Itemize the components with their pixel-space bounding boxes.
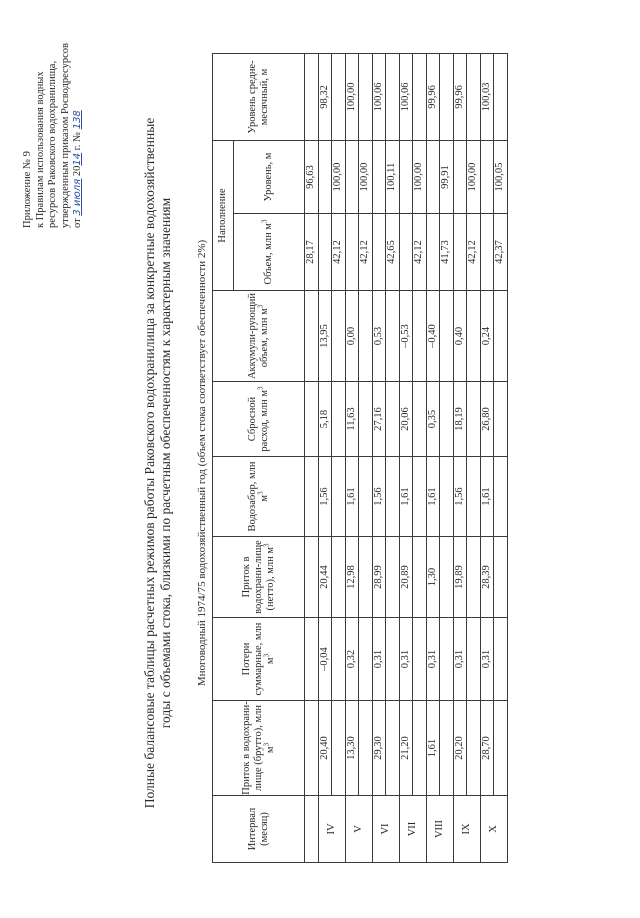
cell-inflow-gross: 13,30 [345, 701, 359, 796]
empty-cell [413, 53, 427, 140]
cell-accumulating: 0,00 [345, 291, 359, 382]
cell-month: X [480, 796, 507, 863]
empty-cell [494, 701, 508, 796]
empty-cell [494, 291, 508, 382]
empty-cell [494, 53, 508, 140]
empty-cell [453, 140, 467, 213]
cell-withdrawal: 1,56 [372, 457, 386, 537]
header-interval: Интервал (месяц) [213, 796, 305, 863]
empty-cell [332, 457, 346, 537]
cell-inflow-net: 19,89 [453, 537, 467, 618]
cell-level-avg: 100,03 [480, 53, 494, 140]
empty-cell [440, 457, 454, 537]
empty-cell [332, 537, 346, 618]
table-row [399, 53, 413, 862]
cell-month: VII [399, 796, 426, 863]
table-row [372, 53, 386, 862]
empty-cell [359, 53, 373, 140]
empty-cell [359, 382, 373, 457]
cell-inflow-net: 20,89 [399, 537, 413, 618]
table-row-state [494, 53, 508, 862]
cell-inflow-gross: 21,20 [399, 701, 413, 796]
empty-cell [359, 457, 373, 537]
appendix-line-3: ресурсов Раковского водохранилища, [47, 60, 58, 228]
cell-accumulating: –0,40 [426, 291, 440, 382]
header-filling: Наполнение [213, 140, 234, 290]
empty-cell [440, 53, 454, 140]
cell-discharge: 18,19 [453, 382, 467, 457]
empty-cell [386, 382, 400, 457]
empty-cell [386, 53, 400, 140]
empty-cell [494, 537, 508, 618]
cell-level-avg: 99,96 [453, 53, 467, 140]
cell-volume: 42,12 [332, 214, 346, 291]
cell-inflow-gross: 1,61 [426, 701, 440, 796]
empty-cell [386, 291, 400, 382]
cell-accumulating: –0,53 [399, 291, 413, 382]
balance-table [212, 53, 508, 863]
title-line-1: Полные балансовые таблицы расчетных режимов работы Раковского водохранилища за конкретные водохозяйственные [142, 117, 157, 809]
empty-cell [440, 618, 454, 701]
cell-level: 100,00 [413, 140, 427, 213]
handwritten-order-number: 138 [72, 110, 83, 130]
initial-level: 96,63 [305, 140, 319, 213]
header-discharge: Сбросной расход, млн $м^3$ [213, 382, 305, 457]
empty-cell [359, 618, 373, 701]
cell-volume: 42,12 [359, 214, 373, 291]
cell-month: IV [318, 796, 345, 863]
cell-inflow-net: 20,44 [318, 537, 332, 618]
empty-cell [453, 214, 467, 291]
empty-cell [467, 701, 481, 796]
initial-volume: 28,17 [305, 214, 319, 291]
empty-cell [332, 291, 346, 382]
empty-cell [386, 701, 400, 796]
empty-cell [413, 537, 427, 618]
empty-cell [332, 53, 346, 140]
empty-cell [467, 53, 481, 140]
empty-cell [467, 457, 481, 537]
empty-cell [494, 382, 508, 457]
appendix-line-2: к Правилам использования водных [34, 71, 46, 228]
empty-cell [359, 701, 373, 796]
empty-cell [426, 140, 440, 213]
header-accumulating: Аккумули-рующий объем, млн $м^3$ [213, 291, 305, 382]
empty-cell [413, 457, 427, 537]
cell-level: 100,00 [332, 140, 346, 213]
table-row [345, 53, 359, 862]
cell-level: 100,00 [359, 140, 373, 213]
cell-month: V [345, 796, 372, 863]
appendix-line-1: Приложение № 9 [22, 151, 33, 228]
cell-losses: –0,04 [318, 618, 332, 701]
table-subtitle: Многоводный 1974/75 водохозяйственный год (объем стока соответствует обеспеченности 2%) [196, 239, 208, 687]
cell-discharge: 0,35 [426, 382, 440, 457]
table-row [480, 53, 494, 862]
cell-discharge: 27,16 [372, 382, 386, 457]
table-row [426, 53, 440, 862]
empty-cell [345, 140, 359, 213]
header-losses: Потери суммарные, млн $м^3$ [213, 618, 305, 701]
cell-volume: 42,65 [386, 214, 400, 291]
appendix-line-4: утвержденным приказом Росводресурсов [59, 43, 71, 228]
empty-cell [467, 537, 481, 618]
empty-cell [467, 618, 481, 701]
cell-level: 100,05 [494, 140, 508, 213]
empty-cell [440, 537, 454, 618]
cell-month: VIII [426, 796, 453, 863]
table-row-state [440, 53, 454, 862]
cell-level-avg: 100,06 [399, 53, 413, 140]
empty-cell [345, 214, 359, 291]
cell-inflow-net: 28,39 [480, 537, 494, 618]
empty-cell [440, 291, 454, 382]
cell-losses: 0,31 [372, 618, 386, 701]
empty-cell [494, 618, 508, 701]
cell-withdrawal: 1,56 [453, 457, 467, 537]
empty-cell [386, 537, 400, 618]
initial-state-row [305, 53, 319, 862]
empty-cell [318, 214, 332, 291]
cell-accumulating: 0,24 [480, 291, 494, 382]
empty-cell [399, 140, 413, 213]
empty-cell [372, 140, 386, 213]
cell-volume: 42,37 [494, 214, 508, 291]
empty-cell [413, 701, 427, 796]
table-row-state [467, 53, 481, 862]
cell-losses: 0,31 [426, 618, 440, 701]
empty-cell [426, 214, 440, 291]
empty-cell [413, 618, 427, 701]
empty-cell [332, 618, 346, 701]
cell-inflow-net: 1,30 [426, 537, 440, 618]
cell-discharge: 26,80 [480, 382, 494, 457]
cell-level-avg: 100,06 [372, 53, 386, 140]
empty-cell [494, 457, 508, 537]
empty-cell [413, 291, 427, 382]
header-inflow-net: Приток в водохрани-лище (нетто), млн $м^3$ [213, 537, 305, 618]
cell-losses: 0,32 [345, 618, 359, 701]
cell-inflow-gross: 29,30 [372, 701, 386, 796]
empty-cell [372, 214, 386, 291]
empty-cell [467, 291, 481, 382]
cell-inflow-gross: 20,20 [453, 701, 467, 796]
table-body [318, 53, 507, 862]
empty-cell [318, 140, 332, 213]
empty-cell [440, 701, 454, 796]
cell-accumulating: 0,53 [372, 291, 386, 382]
header-level-avg: Уровень средне-месячный, м [213, 53, 305, 140]
document-title [142, 113, 174, 813]
empty-cell [399, 214, 413, 291]
empty-cell [332, 382, 346, 457]
cell-level: 99,91 [440, 140, 454, 213]
cell-month: VI [372, 796, 399, 863]
cell-accumulating: 0,40 [453, 291, 467, 382]
empty-cell [413, 382, 427, 457]
cell-month: IX [453, 796, 480, 863]
table-row-state [332, 53, 346, 862]
cell-inflow-net: 12,98 [345, 537, 359, 618]
cell-volume: 42,12 [413, 214, 427, 291]
handwritten-year: 14 [72, 152, 83, 166]
header-volume: Объем, млн $м^3$ [234, 214, 305, 291]
empty-cell [359, 291, 373, 382]
cell-losses: 0,31 [453, 618, 467, 701]
cell-level-avg: 99,96 [426, 53, 440, 140]
cell-withdrawal: 1,61 [480, 457, 494, 537]
title-line-2: годы с объемами стока, близкими по расчетным обеспеченностям к характерным значениям [158, 197, 173, 729]
cell-withdrawal: 1,61 [399, 457, 413, 537]
header-level: Уровень, м [234, 140, 305, 213]
cell-accumulating: 13,95 [318, 291, 332, 382]
empty-cell [480, 214, 494, 291]
empty-cell [332, 701, 346, 796]
cell-inflow-gross: 28,70 [480, 701, 494, 796]
cell-volume: 42,12 [467, 214, 481, 291]
table-row [318, 53, 332, 862]
cell-volume: 41,73 [440, 214, 454, 291]
appendix-block [22, 8, 85, 228]
cell-withdrawal: 1,61 [345, 457, 359, 537]
empty-cell [386, 618, 400, 701]
appendix-date-line: от 3 июля 2014 г. № 138 [72, 110, 83, 228]
table-row-state [359, 53, 373, 862]
table-row [453, 53, 467, 862]
cell-discharge: 11,63 [345, 382, 359, 457]
table-row-state [413, 53, 427, 862]
table-row-state [386, 53, 400, 862]
cell-inflow-gross: 20,40 [318, 701, 332, 796]
cell-discharge: 5,18 [318, 382, 332, 457]
cell-discharge: 20,06 [399, 382, 413, 457]
cell-withdrawal: 1,61 [426, 457, 440, 537]
cell-level: 100,00 [467, 140, 481, 213]
cell-losses: 0,31 [399, 618, 413, 701]
handwritten-date: 3 июля [72, 178, 83, 216]
header-inflow-gross: Приток в водохрани-лище (брутто), млн $м^3$ [213, 701, 305, 796]
empty-cell [467, 382, 481, 457]
empty-cell [386, 457, 400, 537]
cell-level-avg: 98,32 [318, 53, 332, 140]
cell-level: 100,11 [386, 140, 400, 213]
empty-cell [480, 140, 494, 213]
header-withdrawal: Водозабор, млн $м^3$ [213, 457, 305, 537]
empty-cell [440, 382, 454, 457]
empty-cell [359, 537, 373, 618]
cell-losses: 0,31 [480, 618, 494, 701]
cell-inflow-net: 28,99 [372, 537, 386, 618]
cell-withdrawal: 1,56 [318, 457, 332, 537]
cell-level-avg: 100,00 [345, 53, 359, 140]
